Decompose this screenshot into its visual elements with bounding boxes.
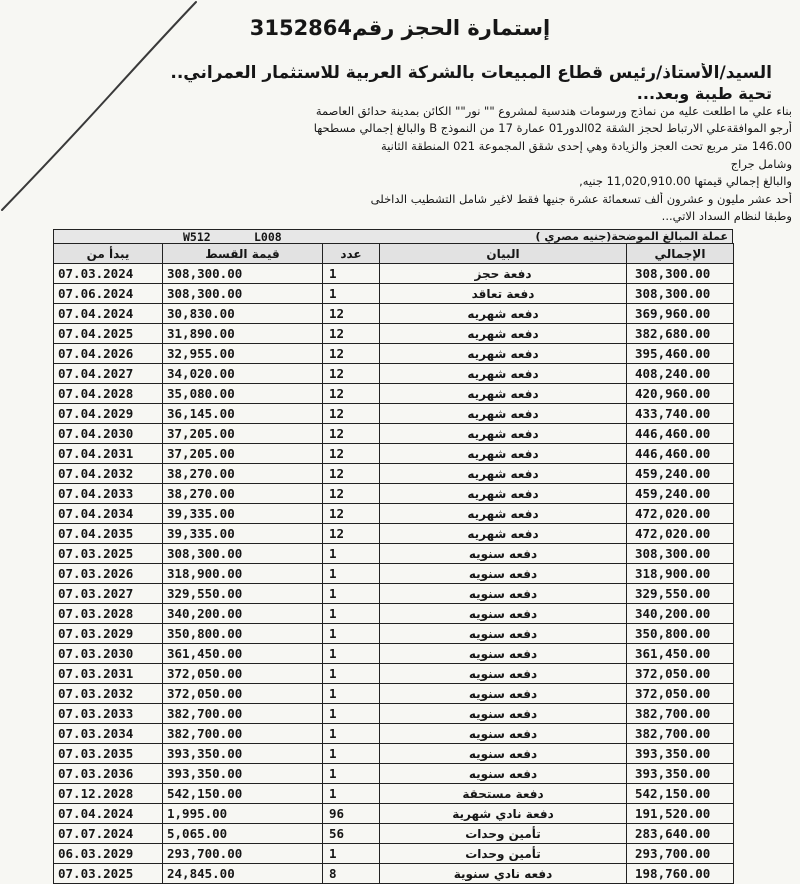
total-cell: 446,460.00 [627, 444, 734, 464]
table-row [54, 424, 734, 444]
total-cell: 542,150.00 [627, 784, 734, 804]
letter-line-1: بناء علي ما اطلعت عليه من نماذج ورسومات هندسية لمشروع "" نور"" الكائن بمدينة حدائق العاصمة [315, 104, 792, 118]
start-date-cell: 07.03.2029 [54, 624, 163, 644]
installment-cell: 32,955.00 [163, 344, 323, 364]
description-cell: دفعه شهريه [380, 404, 627, 424]
table-row [54, 744, 734, 764]
installment-cell: 350,800.00 [163, 624, 323, 644]
table-row [54, 824, 734, 844]
description-cell: دفعه شهريه [380, 324, 627, 344]
start-date-cell: 07.03.2032 [54, 684, 163, 704]
installment-cell: 293,700.00 [163, 844, 323, 864]
table-row [54, 584, 734, 604]
description-cell: دفعه شهريه [380, 484, 627, 504]
header-installment: قيمة القسط [163, 244, 323, 264]
installment-cell: 542,150.00 [163, 784, 323, 804]
count-cell: 12 [323, 444, 380, 464]
total-cell: 395,460.00 [627, 344, 734, 364]
installment-cell: 361,450.00 [163, 644, 323, 664]
total-cell: 382,700.00 [627, 724, 734, 744]
description-cell: دفعه سنويه [380, 664, 627, 684]
count-cell: 1 [323, 664, 380, 684]
installment-cell: 382,700.00 [163, 724, 323, 744]
count-cell: 12 [323, 404, 380, 424]
currency-note: عملة المبالغ الموضحة(جنيه مصري ) [535, 230, 728, 243]
installment-cell: 318,900.00 [163, 564, 323, 584]
header-description: البيان [380, 244, 627, 264]
description-cell: دفعه سنويه [380, 624, 627, 644]
description-cell: دفعه سنويه [380, 584, 627, 604]
table-row [54, 324, 734, 344]
total-cell: 293,700.00 [627, 844, 734, 864]
count-cell: 1 [323, 604, 380, 624]
count-cell: 1 [323, 744, 380, 764]
table-row [54, 364, 734, 384]
total-cell: 318,900.00 [627, 564, 734, 584]
installment-cell: 34,020.00 [163, 364, 323, 384]
count-cell: 56 [323, 824, 380, 844]
code-w: W512 [183, 230, 211, 244]
total-cell: 308,300.00 [627, 544, 734, 564]
start-date-cell: 07.03.2030 [54, 644, 163, 664]
count-cell: 1 [323, 624, 380, 644]
installment-cell: 393,350.00 [163, 744, 323, 764]
start-date-cell: 07.04.2027 [54, 364, 163, 384]
description-cell: دفعه سنويه [380, 544, 627, 564]
table-row [54, 344, 734, 364]
start-date-cell: 07.04.2029 [54, 404, 163, 424]
start-date-cell: 07.03.2024 [54, 264, 163, 284]
table-row [54, 464, 734, 484]
start-date-cell: 07.03.2026 [54, 564, 163, 584]
table-row [54, 764, 734, 784]
description-cell: تأمين وحدات [380, 844, 627, 864]
form-title: إستمارة الحجز رقم3152864 [249, 16, 551, 40]
start-date-cell: 06.03.2029 [54, 844, 163, 864]
table-row [54, 784, 734, 804]
count-cell: 12 [323, 304, 380, 324]
count-cell: 96 [323, 804, 380, 824]
installment-cell: 37,205.00 [163, 444, 323, 464]
description-cell: دفعه سنويه [380, 564, 627, 584]
code-l: L008 [254, 230, 282, 244]
description-cell: دفعه سنويه [380, 704, 627, 724]
count-cell: 8 [323, 864, 380, 884]
installment-cell: 30,830.00 [163, 304, 323, 324]
table-row [54, 564, 734, 584]
letter-greeting: تحية طيبة وبعد... [636, 84, 772, 103]
count-cell: 1 [323, 544, 380, 564]
count-cell: 12 [323, 484, 380, 504]
table-row [54, 404, 734, 424]
count-cell: 12 [323, 504, 380, 524]
installment-cell: 308,300.00 [163, 544, 323, 564]
count-cell: 1 [323, 264, 380, 284]
table-row [54, 644, 734, 664]
count-cell: 1 [323, 704, 380, 724]
total-cell: 420,960.00 [627, 384, 734, 404]
description-cell: دفعه شهريه [380, 464, 627, 484]
start-date-cell: 07.04.2024 [54, 304, 163, 324]
start-date-cell: 07.06.2024 [54, 284, 163, 304]
total-cell: 408,240.00 [627, 364, 734, 384]
header-total: الإجمالي [627, 244, 734, 264]
total-cell: 308,300.00 [627, 284, 734, 304]
installment-cell: 340,200.00 [163, 604, 323, 624]
total-cell: 198,760.00 [627, 864, 734, 884]
table-row [54, 724, 734, 744]
table-row [54, 524, 734, 544]
start-date-cell: 07.04.2028 [54, 384, 163, 404]
installment-cell: 31,890.00 [163, 324, 323, 344]
table-row [54, 844, 734, 864]
start-date-cell: 07.04.2035 [54, 524, 163, 544]
table-row [54, 284, 734, 304]
total-cell: 393,350.00 [627, 764, 734, 784]
description-cell: دفعه شهريه [380, 384, 627, 404]
description-cell: دفعه شهريه [380, 504, 627, 524]
letter-address: السيد/الأستاذ/رئيس قطاع المبيعات بالشركة العربية للاستثمار العمراني.. [170, 63, 772, 83]
description-cell: دفعة حجز [380, 264, 627, 284]
table-row [54, 604, 734, 624]
start-date-cell: 07.07.2024 [54, 824, 163, 844]
start-date-cell: 07.04.2024 [54, 804, 163, 824]
total-cell: 369,960.00 [627, 304, 734, 324]
installment-cell: 329,550.00 [163, 584, 323, 604]
total-cell: 393,350.00 [627, 744, 734, 764]
count-cell: 12 [323, 384, 380, 404]
total-cell: 459,240.00 [627, 484, 734, 504]
start-date-cell: 07.03.2033 [54, 704, 163, 724]
payment-schedule [53, 229, 733, 884]
start-date-cell: 07.03.2031 [54, 664, 163, 684]
total-cell: 350,800.00 [627, 624, 734, 644]
installment-cell: 38,270.00 [163, 484, 323, 504]
description-cell: دفعه سنويه [380, 724, 627, 744]
count-cell: 12 [323, 424, 380, 444]
installment-cell: 36,145.00 [163, 404, 323, 424]
total-cell: 372,050.00 [627, 664, 734, 684]
installment-cell: 308,300.00 [163, 284, 323, 304]
count-cell: 1 [323, 684, 380, 704]
description-cell: دفعه شهريه [380, 524, 627, 544]
letter-line-3: 146.00 متر مربع تحت العجز والزيادة وهي إحدى شقق المجموعة 021 المنطقة الثانية [381, 139, 792, 153]
installment-cell: 382,700.00 [163, 704, 323, 724]
total-cell: 433,740.00 [627, 404, 734, 424]
table-row [54, 664, 734, 684]
start-date-cell: 07.03.2036 [54, 764, 163, 784]
total-cell: 191,520.00 [627, 804, 734, 824]
description-cell: دفعة نادي شهرية [380, 804, 627, 824]
installment-cell: 39,335.00 [163, 524, 323, 544]
start-date-cell: 07.04.2031 [54, 444, 163, 464]
total-cell: 372,050.00 [627, 684, 734, 704]
table-header-row [54, 244, 734, 264]
payment-table [53, 243, 734, 884]
description-cell: دفعه شهريه [380, 424, 627, 444]
description-cell: دفعه شهريه [380, 364, 627, 384]
count-cell: 12 [323, 324, 380, 344]
total-cell: 308,300.00 [627, 264, 734, 284]
description-cell: دفعه شهريه [380, 444, 627, 464]
total-cell: 472,020.00 [627, 524, 734, 544]
installment-cell: 39,335.00 [163, 504, 323, 524]
count-cell: 1 [323, 284, 380, 304]
installment-cell: 38,270.00 [163, 464, 323, 484]
description-cell: دفعه سنويه [380, 764, 627, 784]
table-row [54, 804, 734, 824]
total-cell: 329,550.00 [627, 584, 734, 604]
letter-line-6: أحد عشر مليون و عشرون ألف تسعمائة عشرة جنيها فقط لاغير شامل التشطيب الداخلى [370, 192, 792, 206]
start-date-cell: 07.03.2035 [54, 744, 163, 764]
total-cell: 361,450.00 [627, 644, 734, 664]
table-row [54, 864, 734, 884]
count-cell: 1 [323, 584, 380, 604]
total-cell: 459,240.00 [627, 464, 734, 484]
letter-line-2: أرجو الموافقةعلي الارتباط لحجز الشقة 02الدور01 عمارة 17 من النموذج B والبالغ إجمالي مسطحها [313, 121, 792, 135]
letter-line-4: وشامل جراج [730, 157, 792, 171]
total-cell: 382,700.00 [627, 704, 734, 724]
installment-cell: 35,080.00 [163, 384, 323, 404]
letter-line-7: وطبقا لنظام السداد الاتي... [661, 209, 792, 223]
installment-cell: 372,050.00 [163, 664, 323, 684]
count-cell: 12 [323, 464, 380, 484]
start-date-cell: 07.03.2025 [54, 864, 163, 884]
description-cell: دفعه شهريه [380, 304, 627, 324]
description-cell: دفعه سنويه [380, 604, 627, 624]
start-date-cell: 07.03.2034 [54, 724, 163, 744]
total-cell: 472,020.00 [627, 504, 734, 524]
table-row [54, 304, 734, 324]
installment-cell: 308,300.00 [163, 264, 323, 284]
start-date-cell: 07.04.2026 [54, 344, 163, 364]
description-cell: دفعه شهريه [380, 344, 627, 364]
count-cell: 12 [323, 524, 380, 544]
count-cell: 12 [323, 344, 380, 364]
description-cell: دفعة مستحقة [380, 784, 627, 804]
installment-cell: 24,845.00 [163, 864, 323, 884]
total-cell: 446,460.00 [627, 424, 734, 444]
table-row [54, 484, 734, 504]
start-date-cell: 07.12.2028 [54, 784, 163, 804]
count-cell: 1 [323, 784, 380, 804]
description-cell: دفعة تعاقد [380, 284, 627, 304]
description-cell: دفعه سنويه [380, 684, 627, 704]
start-date-cell: 07.03.2025 [54, 544, 163, 564]
header-count: عدد [323, 244, 380, 264]
start-date-cell: 07.04.2030 [54, 424, 163, 444]
count-cell: 1 [323, 844, 380, 864]
total-cell: 340,200.00 [627, 604, 734, 624]
letter-line-5: والبالغ إجمالي قيمتها 11,020,910.00 جنيه, [579, 174, 792, 188]
table-row [54, 544, 734, 564]
header-start-date: يبدأ من [54, 244, 163, 264]
count-cell: 1 [323, 764, 380, 784]
table-reference-bar [53, 229, 733, 243]
installment-cell: 5,065.00 [163, 824, 323, 844]
installment-cell: 372,050.00 [163, 684, 323, 704]
table-row [54, 264, 734, 284]
count-cell: 1 [323, 724, 380, 744]
total-cell: 283,640.00 [627, 824, 734, 844]
count-cell: 1 [323, 644, 380, 664]
start-date-cell: 07.04.2033 [54, 484, 163, 504]
table-row [54, 684, 734, 704]
description-cell: تأمين وحدات [380, 824, 627, 844]
start-date-cell: 07.03.2027 [54, 584, 163, 604]
start-date-cell: 07.03.2028 [54, 604, 163, 624]
table-row [54, 444, 734, 464]
table-row [54, 704, 734, 724]
installment-cell: 1,995.00 [163, 804, 323, 824]
description-cell: دفعه سنويه [380, 744, 627, 764]
count-cell: 12 [323, 364, 380, 384]
start-date-cell: 07.04.2034 [54, 504, 163, 524]
start-date-cell: 07.04.2025 [54, 324, 163, 344]
total-cell: 382,680.00 [627, 324, 734, 344]
table-row [54, 624, 734, 644]
description-cell: دفعه سنويه [380, 644, 627, 664]
count-cell: 1 [323, 564, 380, 584]
start-date-cell: 07.04.2032 [54, 464, 163, 484]
installment-cell: 37,205.00 [163, 424, 323, 444]
table-row [54, 504, 734, 524]
description-cell: دفعه نادي سنوية [380, 864, 627, 884]
table-row [54, 384, 734, 404]
installment-cell: 393,350.00 [163, 764, 323, 784]
